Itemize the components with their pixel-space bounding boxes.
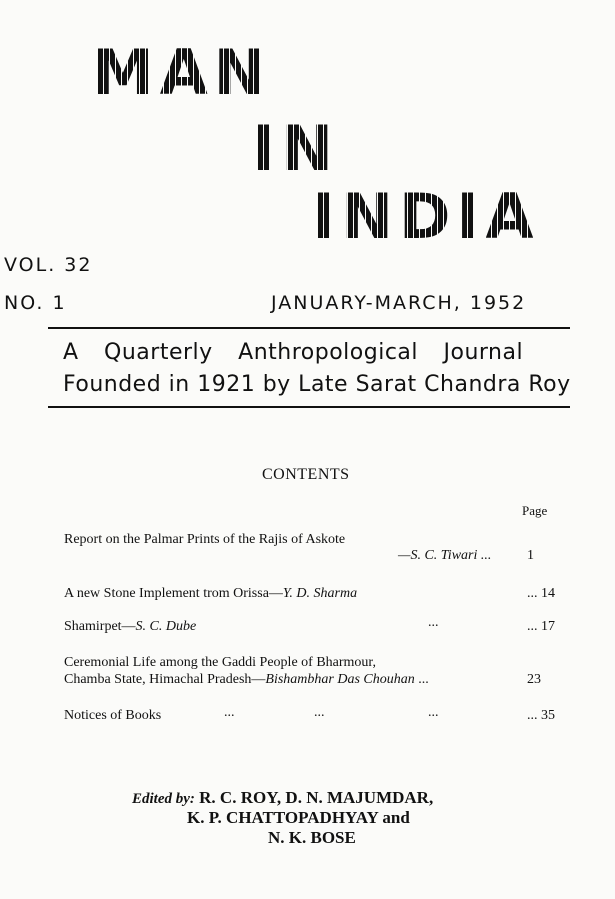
tagline-journal: A Quarterly Anthropological Journal [63,340,524,365]
toc-leader-dots: ... [314,705,325,720]
volume-label: VOL. 32 [4,254,93,276]
divider-bottom [48,406,570,408]
toc-entry-title: Report on the Palmar Prints of the Rajis of Askote [64,532,346,547]
tagline-founded: Founded in 1921 by Late Sarat Chandra Roy [63,372,571,397]
toc-entry-title [64,586,357,602]
masthead-man: MAN [92,36,272,109]
toc-entry-page: ... 17 [527,619,555,634]
toc-entry-title: Ceremonial Life among the Gaddi People of Bharmour, [64,655,377,670]
toc-entry-author: Y. D. Sharma [282,586,358,601]
toc-entry-author: S. C. Dube [135,619,197,634]
toc-entry-author: —S. C. Tiwari ... [398,548,492,563]
toc-leader-dots: ... [428,615,439,630]
editors-label: Edited by: [132,791,195,807]
toc-entry-title-text: Chamba State, Himachal Pradesh— [64,672,266,687]
toc-entry-title-continued [64,672,429,688]
editors-line: N. K. BOSE [268,828,356,847]
page-column-heading: Page [522,503,548,518]
toc-entry-title: Notices of Books [64,708,162,723]
issue-number: NO. 1 [4,292,67,314]
editors-names: R. C. ROY, D. N. MAJUMDAR, [194,788,434,807]
toc-entry-title [64,619,196,635]
issue-date: JANUARY-MARCH, 1952 [271,292,527,314]
toc-leader-dots: ... [224,705,235,720]
toc-entry-page: ... 35 [527,708,555,723]
toc-entry-page: ... 14 [527,586,555,601]
toc-entry-author: Bishambhar Das Chouhan [265,672,415,687]
toc-entry-page: 1 [527,548,534,563]
contents-heading: CONTENTS [262,466,350,483]
toc-entry-title-text: Shamirpet— [64,619,136,634]
masthead-india: INDIA [312,180,540,253]
divider-top [48,327,570,329]
editors-line [132,788,433,808]
editors-line: K. P. CHATTOPADHYAY and [187,808,410,827]
toc-leader-dots: ... [414,672,429,687]
toc-entry-title-text: A new Stone Implement trom Orissa— [64,586,283,601]
toc-entry-page: 23 [527,672,541,687]
masthead-in: IN [252,112,339,185]
toc-leader-dots: ... [428,705,439,720]
